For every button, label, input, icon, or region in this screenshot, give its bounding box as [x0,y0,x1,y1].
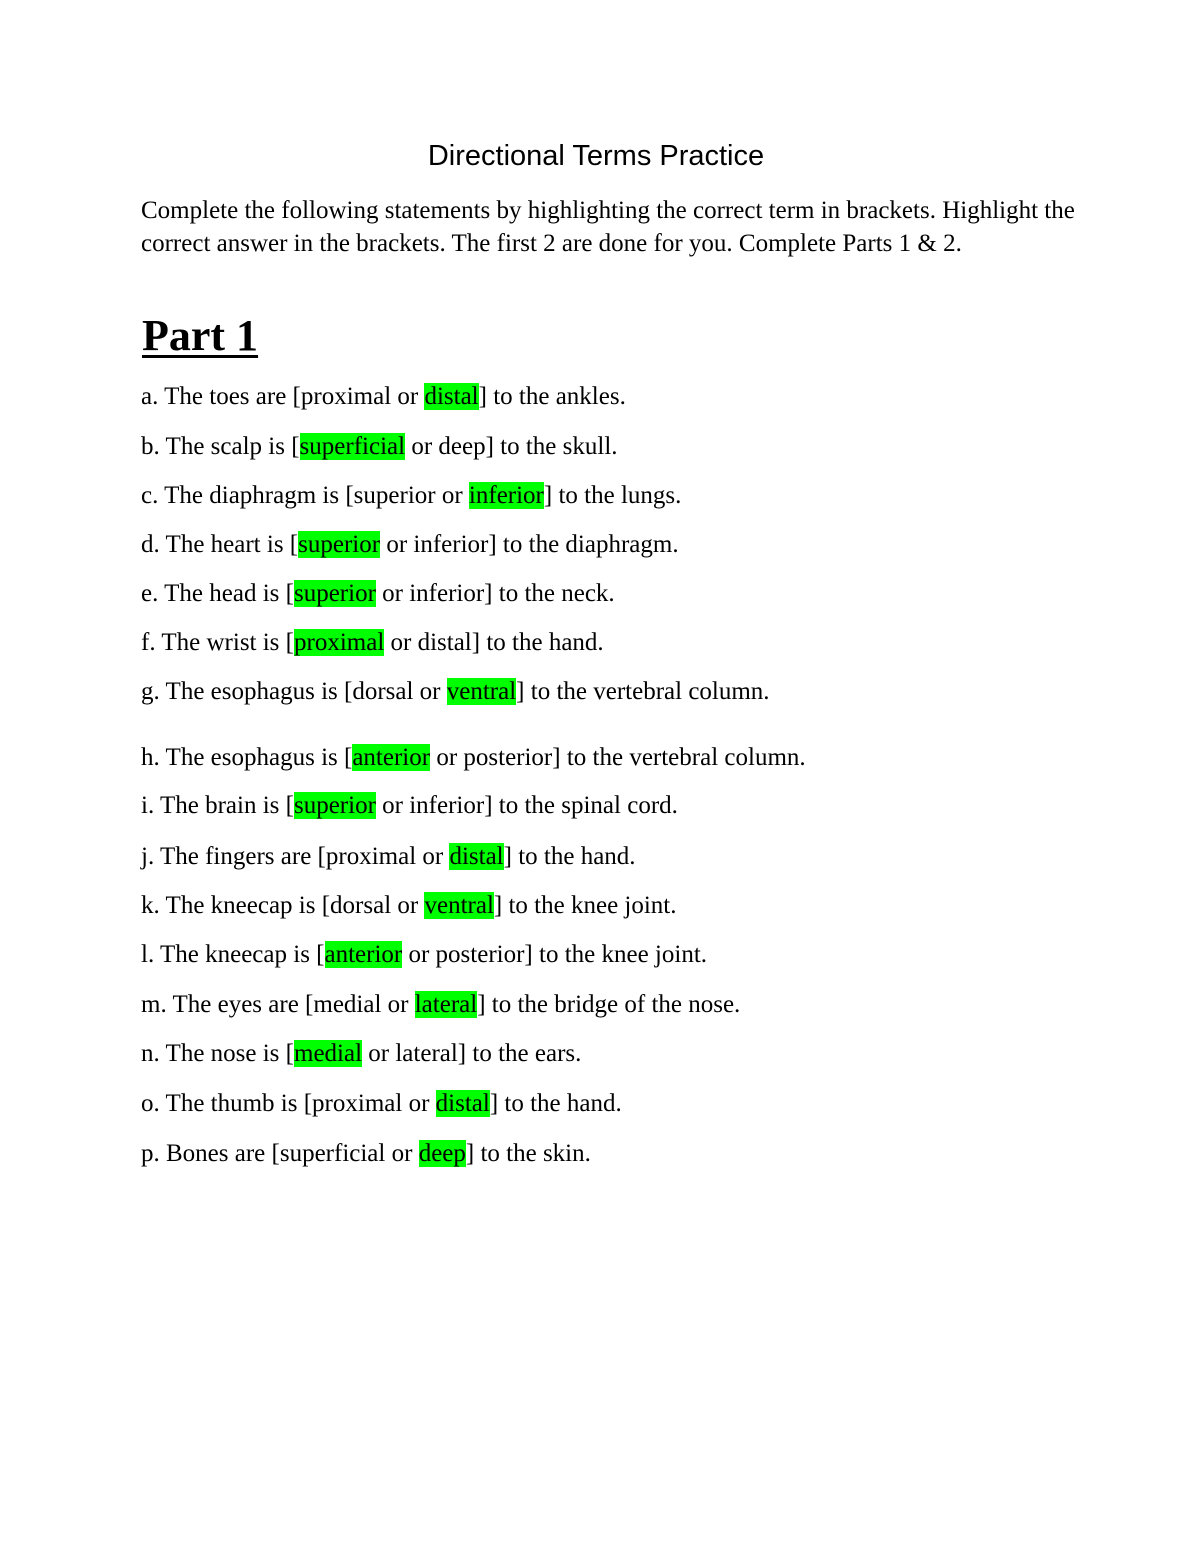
statement-text: n. The nose is [ [141,1040,294,1067]
highlighted-answer: deep [418,1140,466,1167]
statement-text: or posterior] to the knee joint. [402,941,708,968]
statement-text: f. The wrist is [ [141,629,294,656]
statement-text: ] to the knee joint. [493,892,677,919]
statement-text: ] to the skin. [465,1140,591,1167]
highlighted-answer: ventral [446,678,517,705]
statement-item [141,1087,622,1121]
statement-item [141,938,707,972]
statement-text: h. The esophagus is [ [141,744,353,771]
statement-text: or distal] to the hand. [384,629,604,656]
highlighted-answer: medial [294,1040,363,1067]
statement-text: b. The scalp is [ [141,433,300,460]
statement-text: or posterior] to the vertebral column. [430,744,806,771]
statement-text: e. The head is [ [141,580,294,607]
statement-text: or deep] to the skull. [405,433,618,460]
statement-text: g. The esophagus is [dorsal or [141,678,447,705]
highlighted-answer: inferior [468,482,544,509]
statement-text: o. The thumb is [proximal or [141,1090,436,1117]
statement-text: c. The diaphragm is [superior or [141,482,469,509]
highlighted-answer: proximal [294,629,385,656]
statement-item [141,889,677,923]
statement-text: or inferior] to the diaphragm. [380,531,679,558]
statement-text: ] to the bridge of the nose. [477,991,741,1018]
statement-item [141,675,770,709]
statement-text: d. The heart is [ [141,531,299,558]
statement-text: k. The kneecap is [dorsal or [141,892,425,919]
highlighted-answer: distal [435,1090,490,1117]
highlighted-answer: anterior [352,744,431,771]
statement-item [141,840,636,874]
statement-text: l. The kneecap is [ [141,941,325,968]
statement-text: or inferior] to the spinal cord. [375,792,678,819]
highlighted-answer: superior [298,531,381,558]
statement-text: p. Bones are [superficial or [141,1140,419,1167]
statement-text: ] to the ankles. [478,383,626,410]
statement-text: ] to the lungs. [543,482,682,509]
statement-text: ] to the hand. [489,1090,622,1117]
statement-text: i. The brain is [ [141,792,294,819]
highlighted-answer: superficial [299,433,406,460]
instructions-text: Complete the following statements by highlighting the correct term in brackets. Highlight the correct answer in the brackets. The first 2 are done for you. Complete Parts 1 & 2. [141,197,1075,257]
statement-item [141,577,615,611]
highlighted-answer: superior [293,792,376,819]
statement-text: or inferior] to the neck. [375,580,615,607]
statement-text: m. The eyes are [medial or [141,991,415,1018]
highlighted-answer: ventral [424,892,494,919]
statement-item [141,626,604,660]
statement-item [141,1137,591,1171]
statement-item [141,789,678,823]
statement-text: ] to the vertebral column. [516,678,770,705]
document-title: Directional Terms Practice [427,140,765,172]
highlighted-answer: superior [293,580,376,607]
highlighted-answer: distal [424,383,479,410]
statement-item [141,741,806,775]
statement-text: a. The toes are [proximal or [141,383,425,410]
part-heading: Part 1 [142,311,259,360]
highlighted-answer: anterior [324,941,403,968]
highlighted-answer: lateral [414,991,478,1018]
statement-item [141,430,618,464]
statement-text: ] to the hand. [503,843,636,870]
statement-text: j. The fingers are [proximal or [141,843,450,870]
statement-item [141,479,681,513]
statement-item [141,380,626,414]
statement-item [141,988,740,1022]
highlighted-answer: distal [449,843,504,870]
statement-item [141,528,679,562]
statement-item [141,1037,581,1071]
statement-text: or lateral] to the ears. [362,1040,582,1067]
